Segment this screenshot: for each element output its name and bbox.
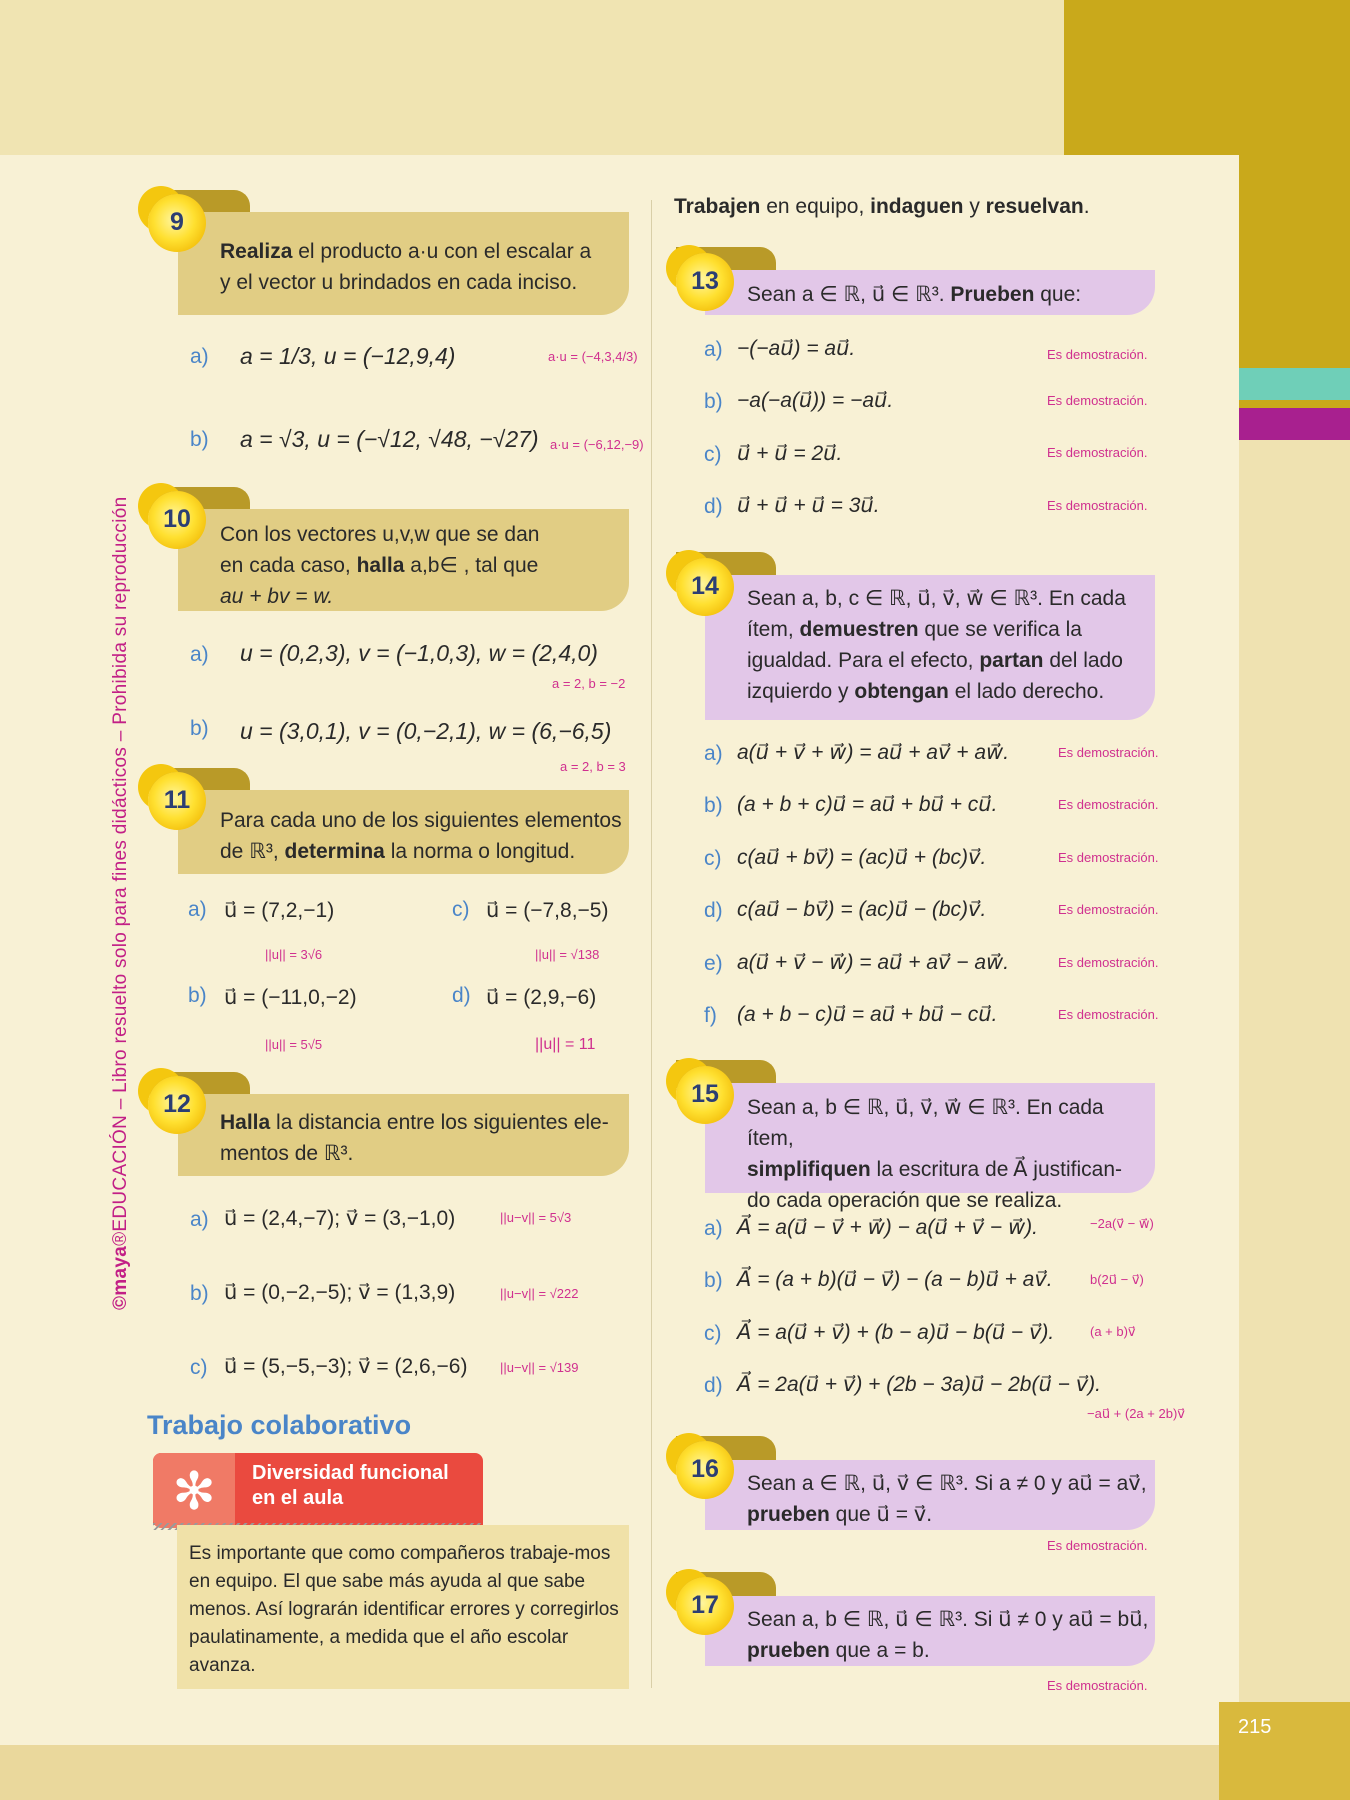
ex14-statement: [747, 583, 1149, 707]
ex10-line2-pre: en cada caso,: [220, 554, 357, 577]
ex11-verb: determina: [284, 840, 385, 863]
ex10-verb: halla: [356, 554, 405, 577]
ex14-f-answer: Es demostración.: [1058, 1007, 1159, 1022]
ex12-c-expr: u⃗ = (5,−5,−3); v⃗ = (2,6,−6): [224, 1355, 468, 1378]
ex12-line2: mentos de ℝ³.: [220, 1142, 354, 1165]
ex14-b-expr: (a + b + c)u⃗ = au⃗ + bu⃗ + cu⃗.: [737, 793, 998, 816]
ex16-line1: Sean a ∈ ℝ, u⃗, v⃗ ∈ ℝ³. Si a ≠ 0 y au⃗ = av⃗,: [747, 1472, 1147, 1495]
ex9-b-expr: a = √3, u = (−√12, √48, −√27): [240, 426, 539, 452]
ex11-a-expr: u⃗ = (7,2,−1): [224, 899, 335, 922]
ex13-b-expr: −a(−a(u⃗)) = −au⃗.: [737, 389, 894, 412]
ex17-badge: [676, 1577, 734, 1635]
ex15-c-expr: A⃗ = a(u⃗ + v⃗) + (b − a)u⃗ − b(u⃗ − v⃗).: [737, 1321, 1055, 1344]
ex9-a-label: a): [190, 345, 209, 368]
ex9-line2: y el vector u brindados en cada inciso.: [220, 271, 578, 294]
flower-icon: ✻: [172, 1463, 216, 1521]
ex14-f-expr: (a + b − c)u⃗ = au⃗ + bu⃗ − cu⃗.: [737, 1003, 998, 1026]
ex11-line1: Para cada uno de los siguientes elementos: [220, 809, 622, 832]
top-band: [0, 0, 1064, 155]
ex13-d-label: d): [704, 495, 723, 518]
ex13-c-expr: u⃗ + u⃗ = 2u⃗.: [737, 442, 843, 465]
ex14-line3-post: del lado: [1043, 649, 1123, 672]
ex14-f-label: f): [704, 1004, 717, 1027]
ex13-text-post: que:: [1034, 283, 1082, 306]
ex13-c-answer: Es demostración.: [1047, 445, 1148, 460]
ex10-a-label: a): [190, 643, 209, 666]
copyright-text: ®EDUCACIÓN – Libro resuelto solo para fines didácticos – Prohibida su reproducción: [110, 496, 131, 1246]
ex14-badge: [676, 558, 734, 616]
ex12-c-label: c): [190, 1356, 208, 1379]
ex12-a-answer: ||u−v|| = 5√3: [500, 1210, 572, 1225]
ex14-line4-pre: izquierdo y: [747, 680, 855, 703]
ex12-a-expr: u⃗ = (2,4,−7); v⃗ = (3,−1,0): [224, 1207, 456, 1230]
ex14-c-label: c): [704, 847, 722, 870]
ex15-b-expr: A⃗ = (a + b)(u⃗ − v⃗) − (a − b)u⃗ + av⃗.: [737, 1268, 1053, 1291]
ex17-number: 17: [691, 1591, 719, 1619]
ex9-b-answer: a·u = (−6,12,−9): [550, 437, 644, 452]
ex11-line2-pre: de ℝ³,: [220, 840, 285, 863]
ex15-line3: do cada operación que se realiza.: [747, 1189, 1063, 1212]
ex12-line1-post: la distancia entre los siguientes ele-: [270, 1111, 609, 1134]
ex11-a-label: a): [188, 898, 207, 921]
right-heading: [674, 195, 1090, 219]
collab-text: Es importante que como compañeros trabaje-mos en equipo. El que sabe más ayuda al que sabe menos. Así lograrán identificar errores y corregirlos paulatinamente, a medida que el año escolar avanza.: [189, 1543, 619, 1676]
ex15-d-expr: A⃗ = 2a(u⃗ + v⃗) + (2b − 3a)u⃗ − 2b(u⃗ − v⃗).: [737, 1373, 1101, 1396]
heading-word-1: Trabajen: [674, 195, 761, 218]
ex16-line2-post: que u⃗ = v⃗.: [829, 1503, 933, 1526]
ex13-badge: [676, 253, 734, 311]
ex14-a-answer: Es demostración.: [1058, 745, 1159, 760]
ex12-b-answer: ||u−v|| = √222: [500, 1286, 579, 1301]
ex14-c-answer: Es demostración.: [1058, 850, 1159, 865]
ex14-b-label: b): [704, 794, 723, 817]
ex11-d-answer: ||u|| = 11: [535, 1036, 596, 1053]
ex15-d-label: d): [704, 1374, 723, 1397]
ex13-d-answer: Es demostración.: [1047, 498, 1148, 513]
collab-title: Trabajo colaborativo: [147, 1410, 412, 1440]
ex15-line2-post: la escritura de A⃗ justifican-: [870, 1158, 1122, 1181]
heading-word-2: indaguen: [870, 195, 964, 218]
ex9-badge: [148, 194, 206, 252]
diversity-title: Diversidad funcional en el aula: [252, 1462, 449, 1509]
ex16-statement: [747, 1468, 1149, 1530]
heading-text-1: en equipo,: [760, 195, 871, 218]
ex15-b-answer: b(2u⃗ − v⃗): [1090, 1272, 1144, 1287]
ex13-a-label: a): [704, 338, 723, 361]
ex16-verb: prueben: [747, 1503, 830, 1526]
ex15-a-expr: A⃗ = a(u⃗ − v⃗ + w⃗) − a(u⃗ + v⃗ − w⃗).: [737, 1216, 1038, 1239]
ex14-line2-post: que se verifica la: [918, 618, 1082, 641]
ex16-badge: [676, 1441, 734, 1499]
ex14-a-label: a): [704, 742, 723, 765]
ex13-a-expr: −(−au⃗) = au⃗.: [737, 337, 856, 360]
ex13-text-pre: Sean a ∈ ℝ, u⃗ ∈ ℝ³.: [747, 283, 951, 306]
ex17-answer: Es demostración.: [1047, 1678, 1148, 1693]
ex14-d-answer: Es demostración.: [1058, 902, 1159, 917]
ex10-b-expr: u = (3,0,1), v = (0,−2,1), w = (6,−6,5): [240, 718, 612, 744]
ex11-c-label: c): [452, 898, 470, 921]
brand-logo: ©maya: [110, 1245, 131, 1310]
ex15-c-label: c): [704, 1322, 722, 1345]
ex11-c-answer: ||u|| = √138: [535, 947, 600, 962]
ex15-d-answer: −au⃗ + (2a + 2b)v⃗: [1087, 1406, 1185, 1421]
ex9-statement: [220, 236, 620, 298]
ex10-b-label: b): [190, 717, 209, 740]
ex10-line3: au + bv = w.: [220, 585, 334, 608]
ex14-c-expr: c(au⃗ + bv⃗) = (ac)u⃗ + (bc)v⃗.: [737, 846, 987, 869]
ex9-b-label: b): [190, 428, 209, 451]
ex14-e-expr: a(u⃗ + v⃗ − w⃗) = au⃗ + av⃗ − aw⃗.: [737, 951, 1010, 974]
ex13-b-label: b): [704, 390, 723, 413]
ex12-badge: [148, 1076, 206, 1134]
ex12-verb: Halla: [220, 1111, 271, 1134]
ex14-d-label: d): [704, 899, 723, 922]
ex14-a-expr: a(u⃗ + v⃗ + w⃗) = au⃗ + av⃗ + aw⃗.: [737, 741, 1010, 764]
heading-text-2: y: [963, 195, 986, 218]
ex15-badge: [676, 1066, 734, 1124]
ex12-b-label: b): [190, 1282, 209, 1305]
ex12-statement: [220, 1107, 630, 1169]
ex17-line1: Sean a, b ∈ ℝ, u⃗ ∈ ℝ³. Si u⃗ ≠ 0 y au⃗ = bu⃗,: [747, 1608, 1149, 1631]
ex14-verb-3: obtengan: [854, 680, 949, 703]
ex11-d-expr: u⃗ = (2,9,−6): [486, 986, 597, 1009]
ex12-c-answer: ||u−v|| = √139: [500, 1360, 579, 1375]
ex10-a-answer: a = 2, b = −2: [552, 676, 626, 691]
ex11-a-answer: ||u|| = 3√6: [265, 947, 323, 962]
ex13-verb: Prueben: [950, 283, 1035, 306]
copyright-note: [110, 490, 140, 1310]
ex11-c-expr: u⃗ = (−7,8,−5): [486, 899, 609, 922]
ex16-answer: Es demostración.: [1047, 1538, 1148, 1553]
heading-word-3: resuelvan: [985, 195, 1084, 218]
teal-section-tab: [1239, 368, 1350, 400]
ex9-a-expr: a = 1/3, u = (−12,9,4): [240, 343, 456, 369]
ex14-e-answer: Es demostración.: [1058, 955, 1159, 970]
ex14-verb-2: partan: [979, 649, 1044, 672]
ex13-number: 13: [691, 267, 719, 295]
magenta-section-tab: [1239, 408, 1350, 440]
ex14-e-label: e): [704, 952, 723, 975]
ex11-number: 11: [163, 786, 191, 814]
ex12-number: 12: [163, 1090, 191, 1118]
ex13-statement: [747, 279, 1147, 310]
ex15-number: 15: [691, 1080, 719, 1108]
edge-strip-lower: [1239, 440, 1350, 1800]
ex15-a-answer: −2a(v⃗ − w⃗): [1090, 1216, 1154, 1231]
column-divider: [651, 200, 652, 1688]
ex14-line3-pre: igualdad. Para el efecto,: [747, 649, 980, 672]
ex14-verb-1: demuestren: [799, 618, 919, 641]
ex12-a-label: a): [190, 1208, 209, 1231]
ex10-a-expr: u = (0,2,3), v = (−1,0,3), w = (2,4,0): [240, 640, 598, 666]
ex17-line2-post: que a = b.: [829, 1639, 930, 1662]
ex14-d-expr: c(au⃗ − bv⃗) = (ac)u⃗ − (bc)v⃗.: [737, 898, 987, 921]
ex10-line1: Con los vectores u,v,w que se dan: [220, 523, 540, 546]
ex14-line2-pre: ítem,: [747, 618, 800, 641]
ex10-badge: [148, 491, 206, 549]
ex15-line1: Sean a, b ∈ ℝ, u⃗, v⃗, w⃗ ∈ ℝ³. En cada ítem,: [747, 1096, 1104, 1150]
ex15-verb: simplifiquen: [747, 1158, 871, 1181]
ex12-b-expr: u⃗ = (0,−2,−5); v⃗ = (1,3,9): [224, 1281, 456, 1304]
ex14-line1: Sean a, b, c ∈ ℝ, u⃗, v⃗, w⃗ ∈ ℝ³. En cada: [747, 587, 1126, 610]
ex13-d-expr: u⃗ + u⃗ + u⃗ = 3u⃗.: [737, 494, 880, 517]
page-number: 215: [1238, 1716, 1272, 1738]
ex13-a-answer: Es demostración.: [1047, 347, 1148, 362]
ex13-c-label: c): [704, 443, 722, 466]
ex17-verb: prueben: [747, 1639, 830, 1662]
ex10-b-answer: a = 2, b = 3: [560, 759, 626, 774]
ex11-b-expr: u⃗ = (−11,0,−2): [224, 986, 357, 1009]
ex9-number: 9: [170, 208, 184, 236]
ex11-b-answer: ||u|| = 5√5: [265, 1037, 323, 1052]
ex11-d-label: d): [452, 984, 471, 1007]
ex9-verb: Realiza: [220, 240, 293, 263]
ex17-statement: [747, 1604, 1149, 1666]
ex15-statement: [747, 1092, 1149, 1216]
ex11-badge: [148, 772, 206, 830]
ex11-b-label: b): [188, 984, 207, 1007]
ex13-b-answer: Es demostración.: [1047, 393, 1148, 408]
ex14-number: 14: [691, 572, 719, 600]
ex10-number: 10: [163, 505, 191, 533]
ex14-b-answer: Es demostración.: [1058, 797, 1159, 812]
ex15-c-answer: (a + b)v⃗: [1090, 1324, 1136, 1339]
ex15-b-label: b): [704, 1269, 723, 1292]
heading-text-3: .: [1083, 195, 1090, 218]
bottom-band: [0, 1745, 1350, 1800]
ex10-statement: [220, 519, 620, 612]
ex9-a-answer: a·u = (−4,3,4/3): [548, 349, 638, 364]
ex15-a-label: a): [704, 1217, 723, 1240]
ex9-line1: el producto a·u con el escalar a: [292, 240, 592, 263]
ex11-statement: [220, 805, 630, 867]
ex16-number: 16: [691, 1455, 719, 1483]
ex14-line4-post: el lado derecho.: [948, 680, 1105, 703]
ex11-line2-post: la norma o longitud.: [384, 840, 576, 863]
ex10-line2-post: a,b∈ , tal que: [404, 554, 539, 577]
